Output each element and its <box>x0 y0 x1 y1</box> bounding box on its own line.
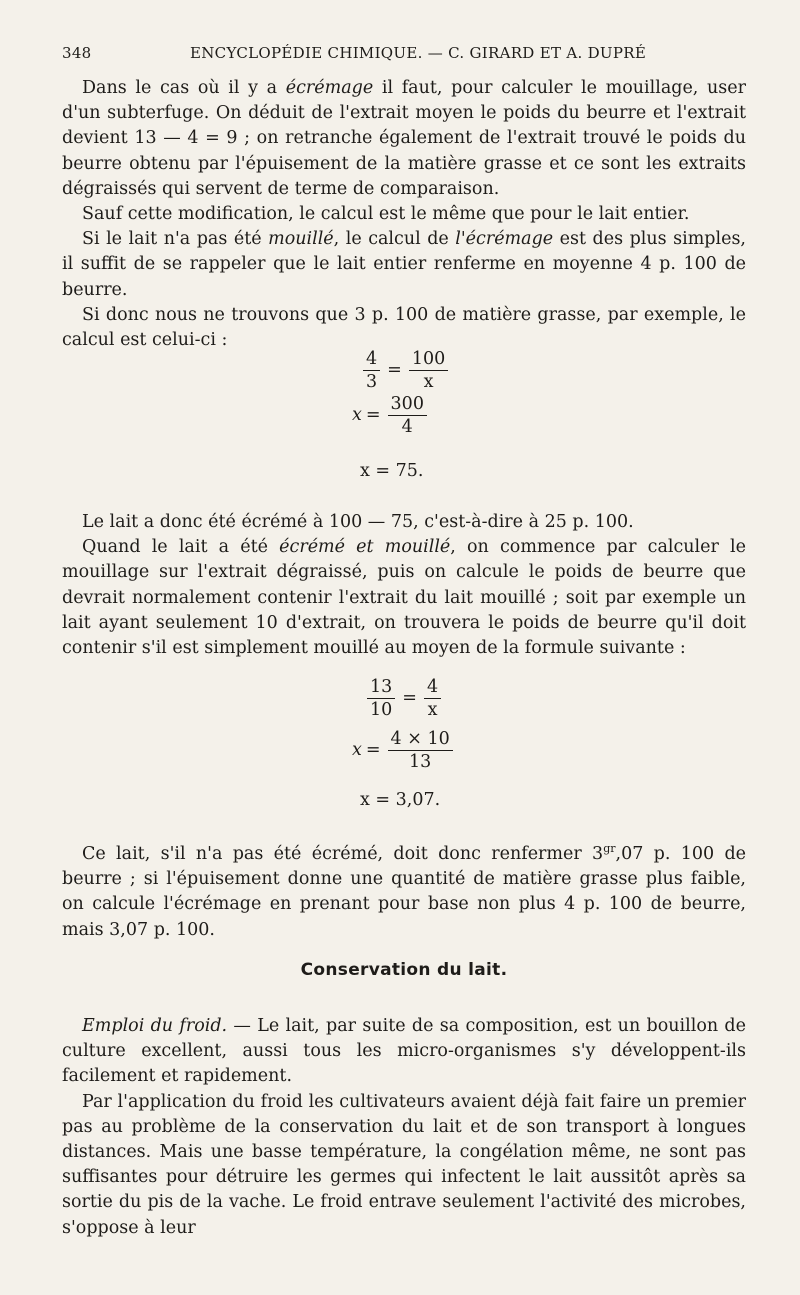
text-block-conclusion <box>62 842 746 943</box>
section-title: Conservation du lait. <box>300 960 508 980</box>
paragraph-modification: Sauf cette modification, le calcul est le même que pour le lait entier. <box>82 204 690 225</box>
formula2-line2: x = $\frac{4 \times 10}{13}$ <box>352 728 456 773</box>
paragraph-ecreme-mouille: Quand le lait a été écrémé et mouillé, on commence par calculer le mouillage sur l'extrait dégraissé, puis on calcule le poids de beurre que devrait normalement contenir l'extrait du lait mouillé ; soit par exemple un lait ayant seulement 10 d'extrait, on trouvera le poids de beurre qu'il doit contenir s'il est simplement mouillé au moyen de la formule suivante : <box>62 537 746 659</box>
running-header <box>62 44 738 68</box>
paragraph-ecremage: Dans le cas où il y a écrémage il faut, pour calculer le mouillage, user d'un subterfuge. On déduit de l'extrait moyen le poids du beurre et l'extrait devient 13 — 4 = 9 ; on retranche également de l'extrait trouvé le poids du beurre obtenu par l'épuisement de la matière grasse et ce sont les extraits dégraissés qui servent de terme de comparaison. <box>62 78 746 199</box>
paragraph-emploi-froid: Emploi du froid. — Le lait, par suite de sa composition, est un bouillon de culture excellent, aussi tous les micro-organismes s'y développent-ils facilement et rapidement. <box>62 1016 746 1087</box>
paragraph-example: Si donc nous ne trouvons que 3 p. 100 de matière grasse, par exemple, le calcul est celui-ci : <box>62 304 746 351</box>
page-number: 348 <box>62 44 92 62</box>
paragraph-conclusion: Ce lait, s'il n'a pas été écrémé, doit donc renfermer $3^{gr},07$ p. 100 de beurre ; si l'épuisement donne une quantité de matière grasse plus faible, on calcule l'écrémage en prenant pour base non plus 4 p. 100 de beurre, mais 3,07 p. 100. <box>62 842 746 940</box>
text-block-top <box>62 76 746 353</box>
text-block-bottom <box>62 1014 746 1241</box>
formula1-result: x = 75. <box>360 461 424 481</box>
paragraph-application-froid: Par l'application du froid les cultivateurs avaient déjà fait faire un premier pas au problème de la conservation du lait et de son transport à longues distances. Mais une basse température, la congélation même, ne sont pas suffisantes pour détruire les germes qui infectent le lait aussitôt après sa sortie du pis de la vache. Le froid entrave seulement l'activité des microbes, s'oppose à leur <box>62 1091 746 1238</box>
paragraph-result: Le lait a donc été écrémé à 100 — 75, c'est-à-dire à 25 p. 100. <box>82 512 634 532</box>
formula1-line1: $\frac{4}{3}$ = $\frac{100}{x}$ <box>360 348 451 393</box>
text-block-middle <box>62 510 746 661</box>
formula2-line1: $\frac{13}{10}$ = $\frac{4}{x}$ <box>364 676 444 721</box>
paragraph-simple-case: Si le lait n'a pas été mouillé, le calcul de l'écrémage est des plus simples, il suffit de se rappeler que le lait entier renferme en moyenne 4 p. 100 de beurre. <box>62 229 746 300</box>
running-title: ENCYCLOPÉDIE CHIMIQUE. — C. GIRARD ET A. DUPRÉ <box>190 44 647 62</box>
formula2-result: x = 3,07. <box>360 790 441 810</box>
formula1-line2: x = $\frac{300}{4}$ <box>352 393 430 438</box>
